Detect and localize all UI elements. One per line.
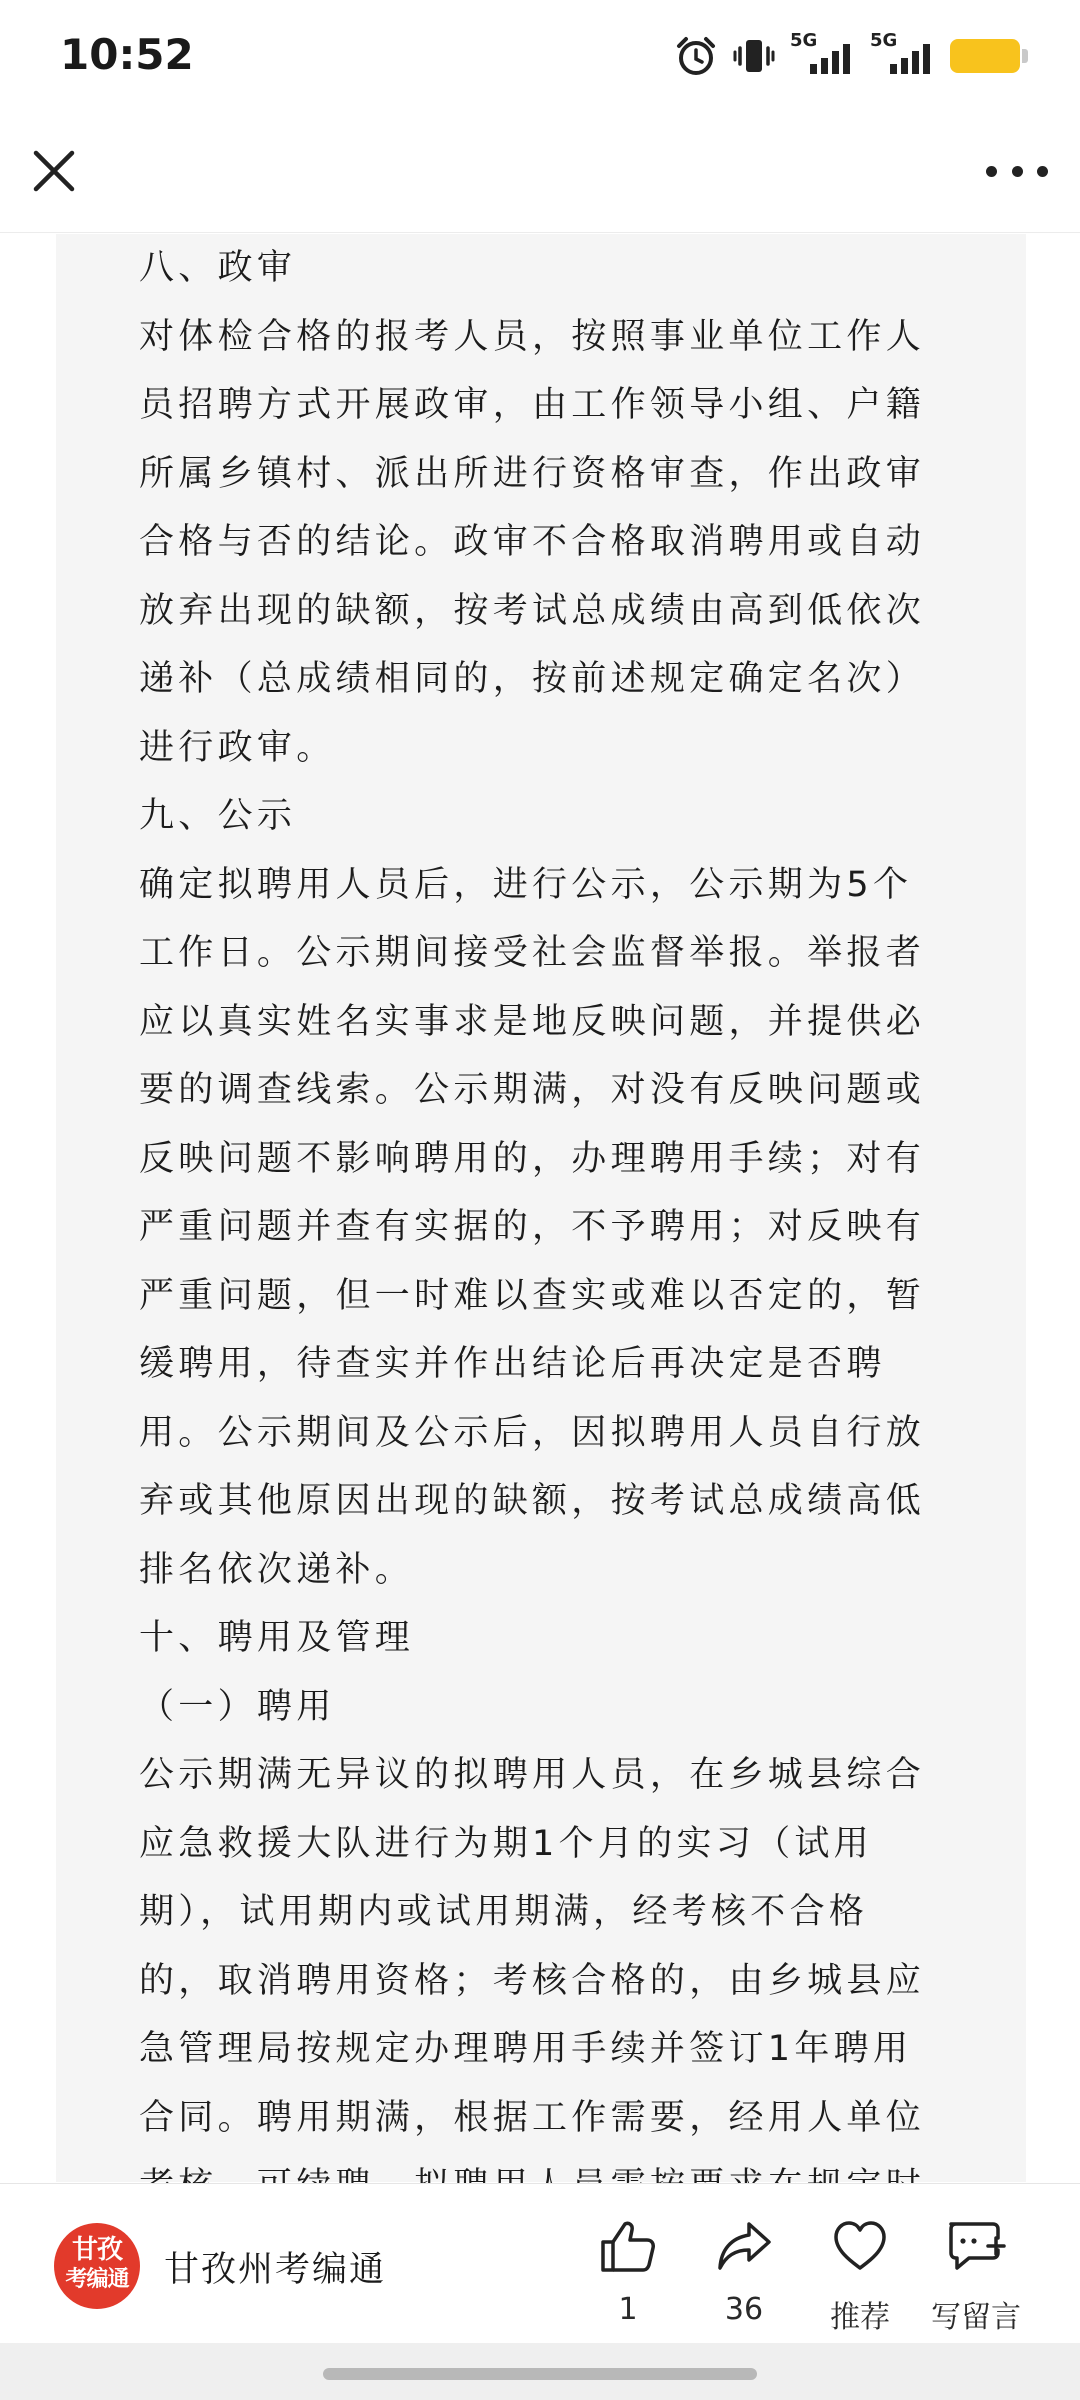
article-line: 的，取消聘用资格；考核合格的，由乡城县应 xyxy=(139,1960,926,2001)
article-line: 应急救援大队进行为期1个月的实习（试用 xyxy=(139,1823,873,1864)
comment-add-icon xyxy=(945,2218,1007,2274)
logo-text-top: 甘孜 xyxy=(71,2235,122,2265)
share-icon xyxy=(715,2218,773,2274)
network-type-1: 5G xyxy=(790,30,818,51)
article-line: 工作日。公示期间接受社会监督举报。举报者 xyxy=(139,933,926,973)
article-line: 确定拟聘用人员后，进行公示，公示期为5个 xyxy=(139,864,913,905)
article-line: 八、政审 xyxy=(139,248,297,288)
article-line: 公示期满无异议的拟聘用人员，在乡城县综合 xyxy=(139,1755,926,1795)
article-line: 合格与否的结论。政审不合格取消聘用或自动 xyxy=(139,522,926,562)
article-line: 弃或其他原因出现的缺额，按考试总成绩高低 xyxy=(139,1481,926,1521)
article-line: 严重问题并查有实据的，不予聘用；对反映有 xyxy=(139,1207,926,1247)
signal-5g-icon xyxy=(790,30,856,78)
signal-5g-icon xyxy=(870,30,936,78)
network-type-2: 5G xyxy=(870,30,898,51)
status-icons xyxy=(674,32,1020,80)
article-line: 进行政审。 xyxy=(139,727,336,768)
share-count: 36 xyxy=(724,2292,764,2327)
article-line: 递补（总成绩相同的，按前述规定确定名次） xyxy=(139,659,926,699)
write-comment-button[interactable] xyxy=(921,2218,1031,2336)
article-line: 放弃出现的缺额，按考试总成绩由高到低依次 xyxy=(139,590,926,631)
article-body xyxy=(139,234,939,2221)
recommend-label: 推荐 xyxy=(830,2300,890,2335)
article-line: 严重问题，但一时难以查实或难以否定的，暂 xyxy=(139,1275,926,1316)
nav-bar xyxy=(0,115,1080,233)
article-scroll-area[interactable] xyxy=(0,234,1080,2182)
article-line: 期），试用期内或试用期满，经考核不合格 xyxy=(139,1892,869,1932)
system-nav-area xyxy=(0,2343,1080,2400)
more-options-button[interactable] xyxy=(986,153,1048,189)
article-line: 应以真实姓名实事求是地反映问题，并提供必 xyxy=(139,1001,926,1042)
battery-icon xyxy=(950,39,1020,73)
article-line: （一）聘用 xyxy=(139,1686,336,1727)
vibrate-icon xyxy=(732,34,776,78)
share-button[interactable] xyxy=(689,2218,799,2327)
home-indicator[interactable] xyxy=(323,2368,757,2380)
more-horizontal-icon xyxy=(986,166,997,177)
article-line: 急管理局按规定办理聘用手续并签订1年聘用 xyxy=(139,2029,913,2069)
article-line: 合同。聘用期满，根据工作需要，经用人单位 xyxy=(139,2097,926,2138)
account-avatar[interactable] xyxy=(54,2223,140,2309)
bottom-toolbar xyxy=(0,2183,1080,2343)
article-line: 排名依次递补。 xyxy=(139,1549,415,1590)
recommend-button[interactable] xyxy=(805,2218,915,2336)
article-line: 对体检合格的报考人员，按照事业单位工作人 xyxy=(139,316,926,357)
article-line: 十、聘用及管理 xyxy=(139,1618,415,1658)
article-line: 员招聘方式开展政审，由工作领导小组、户籍 xyxy=(139,385,926,425)
article-line: 反映问题不影响聘用的，办理聘用手续；对有 xyxy=(139,1138,926,1179)
article-line: 要的调查线索。公示期满，对没有反映问题或 xyxy=(139,1070,926,1110)
article-line: 九、公示 xyxy=(139,796,297,836)
article-line: 所属乡镇村、派出所进行资格审查，作出政审 xyxy=(139,453,926,494)
article-line: 用。公示期间及公示后，因拟聘用人员自行放 xyxy=(139,1412,926,1453)
thumbs-up-icon xyxy=(599,2218,657,2274)
heart-icon xyxy=(831,2218,889,2274)
close-icon xyxy=(28,145,80,197)
close-button[interactable] xyxy=(28,145,80,197)
write-comment-label: 写留言 xyxy=(931,2300,1021,2335)
status-bar xyxy=(0,0,1080,115)
account-name[interactable]: 甘孜州考编通 xyxy=(164,2250,387,2290)
status-time: 10:52 xyxy=(60,30,194,79)
alarm-icon xyxy=(674,34,718,78)
logo-text-bottom: 考编通 xyxy=(65,2267,129,2292)
article-panel xyxy=(56,234,1026,2182)
article-line: 缓聘用，待查实并作出结论后再决定是否聘 xyxy=(139,1344,886,1384)
like-button[interactable] xyxy=(573,2218,683,2327)
like-count: 1 xyxy=(618,2292,638,2327)
